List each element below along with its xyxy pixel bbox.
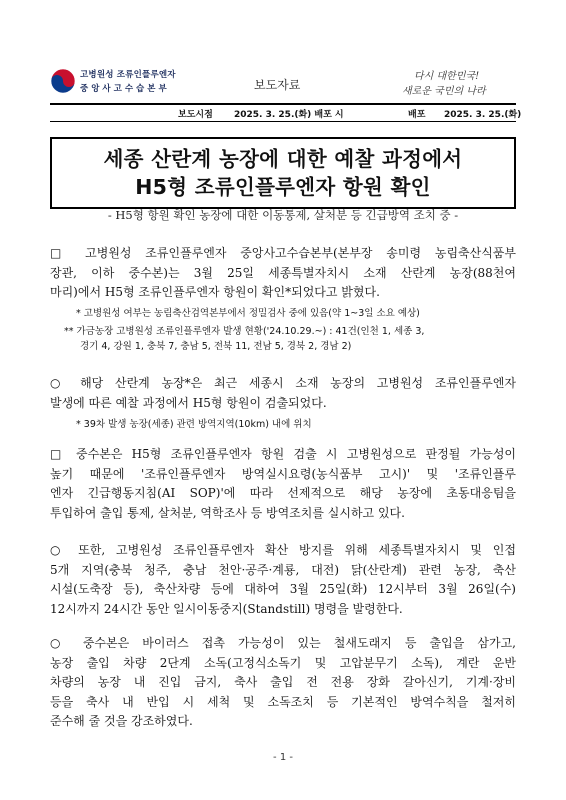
org-name-line1: 고병원성 조류인플루엔자 — [80, 70, 176, 80]
org-name-line2: 중앙사고수습본부 — [80, 84, 170, 94]
slogan-line2: 새로운 국민의 나라 — [402, 86, 486, 97]
footnote-3: * 39차 발생 농장(세종) 관련 방역지역(10km) 내에 위치 — [76, 419, 312, 430]
paragraph-3: □ 중수본은 H5형 조류인플루엔자 항원 검출 시 고병원성으로 판정될 가능성이 높기 때문에 '조류인플루엔자 방역실시요령(농식품부 고시)' 및 '조류인플루 엔자 긴급행동지침(AI SOP)'에 따라 선제적으로 해당 농장에 초동대응팀을 투입하여 출입 통제, 살처분, 역학조사 등 방역조치를 실시하고 있다. — [50, 447, 516, 520]
header-rule-bottom — [50, 121, 516, 122]
slogan-calligraphy — [396, 66, 516, 100]
paragraph-2: ○ 해당 산란계 농장*은 최근 세종시 소재 농장의 고병원성 조류인플루엔자 발생에 따른 예찰 과정에서 H5형 항원이 검출되었다. — [50, 376, 516, 410]
headline-line1: 세종 산란계 농장에 대한 예찰 과정에서 — [103, 147, 463, 171]
subheadline: - H5형 항원 확인 농장에 대한 이동통제, 살처분 등 긴급방역 조치 중 - — [107, 208, 459, 222]
header-rule-top — [50, 103, 516, 105]
release-label: 보도시점 — [178, 110, 213, 120]
footnote-2: ** 가금농장 고병원성 조류인플루엔자 발생 현황('24.10.29.~) : 41건(인천 1, 세종 3, 경기 4, 강원 1, 충북 7, 충남 5, 전북 11, 전남 5, 경북 2, 경남 2) — [64, 326, 425, 352]
paragraph-4: ○ 또한, 고병원성 조류인플루엔자 확산 방지를 위해 세종특별자치시 및 인접 5개 지역(충북 청주, 충남 천안·공주·계룡, 대전) 닭(산란계) 관련 농장, 축산 시설(도축장 등), 축산차량 등에 대하여 3월 25일(화) 12시부터 3월 26일(수) 12시까지 24시간 동안 일시이동중지(Standstill) 명령을 발령한다. — [50, 543, 516, 616]
org-logo — [50, 68, 176, 94]
dist-label: 배포 — [408, 110, 426, 120]
page-number: - 1 - — [273, 752, 293, 763]
doc-type-label: 보도자료 — [254, 78, 301, 92]
paragraph-1: □ 고병원성 조류인플루엔자 중앙사고수습본부(본부장 송미령 농림축산식품부 장관, 이하 중수본)는 3월 25일 세종특별자치시 소재 산란계 농장(88천여 마리)에서 H5형 조류인플루엔자 항원이 확인*되었다고 밝혔다. — [50, 246, 516, 299]
footnote-1: * 고병원성 여부는 농림축산검역본부에서 정밀검사 중에 있음(약 1~3일 소요 예상) — [76, 308, 420, 319]
headline-box — [50, 137, 516, 209]
taegeuk-icon — [50, 68, 76, 94]
headline-line2: H5형 조류인플루엔자 항원 확인 — [135, 175, 431, 199]
release-datetime: 2025. 3. 25.(화) 배포 시 — [234, 110, 344, 120]
release-info — [50, 107, 522, 120]
dist-date: 2025. 3. 25.(화) — [444, 110, 522, 120]
press-header — [50, 66, 516, 102]
slogan-line1: 다시 대한민국! — [414, 71, 480, 82]
paragraph-5: ○ 중수본은 바이러스 접촉 가능성이 있는 철새도래지 등 출입을 삼가고, 농장 출입 차량 2단계 소독(고정식소독기 및 고압분무기 소독), 계란 운반 차량의 농장 내 진입 금지, 축사 출입 전 전용 장화 갈아신기, 기계·장비 등을 축사 내 반입 시 세척 및 소독조치 등 기본적인 방역수칙을 철저히 준수해 줄 것을 강조하였다. — [50, 636, 516, 728]
